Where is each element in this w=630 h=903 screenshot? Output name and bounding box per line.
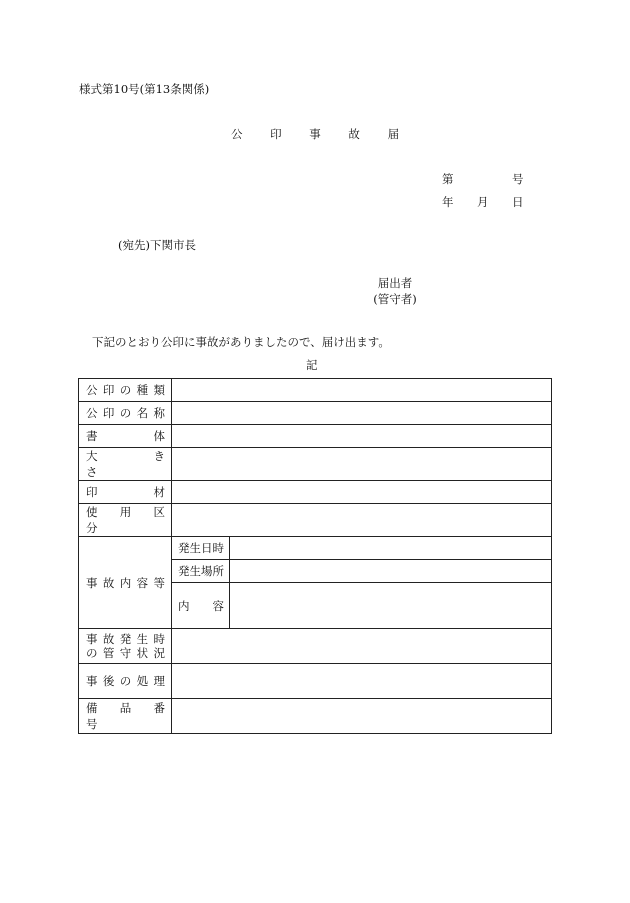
size-field[interactable] bbox=[172, 448, 552, 481]
usage-category-field[interactable] bbox=[172, 504, 552, 537]
material-field[interactable] bbox=[172, 481, 552, 504]
seal-accident-table bbox=[78, 378, 552, 734]
title-char: 印 bbox=[270, 127, 282, 141]
row-label-aftermath: 事 後 の 処 理 bbox=[79, 664, 172, 699]
table-row bbox=[79, 448, 552, 481]
equipment-number-field[interactable] bbox=[172, 699, 552, 734]
table-row bbox=[79, 379, 552, 402]
title-char: 公 bbox=[230, 127, 243, 141]
seal-type-field[interactable] bbox=[172, 379, 552, 402]
number-suffix: 号 bbox=[512, 172, 524, 186]
row-label-usage-category: 使 用 区 分 bbox=[79, 504, 172, 537]
applicant-label: 届出者 bbox=[377, 276, 413, 290]
content-field[interactable] bbox=[230, 583, 552, 629]
applicant-sublabel: (管守者) bbox=[373, 292, 417, 306]
custody-label-line-1: 事 故 発 生 時 bbox=[86, 632, 165, 646]
row-label-custody-status bbox=[79, 629, 172, 664]
title-char: 事 bbox=[309, 127, 321, 141]
row-label-seal-type: 公 印 の 種 類 bbox=[79, 379, 172, 402]
table-row bbox=[79, 504, 552, 537]
form-number: 様式第10号(第13条関係) bbox=[79, 82, 210, 96]
seal-name-field[interactable] bbox=[172, 402, 552, 425]
sub-label-occurred-place: 発生場所 bbox=[172, 560, 230, 583]
title-char: 故 bbox=[348, 127, 360, 141]
date-day: 日 bbox=[512, 195, 524, 209]
ki-heading: 記 bbox=[306, 358, 318, 372]
custody-status-field[interactable] bbox=[172, 629, 552, 664]
aftermath-field[interactable] bbox=[172, 664, 552, 699]
addressee: (宛先)下関市長 bbox=[118, 238, 196, 252]
row-label-equipment-number: 備 品 番 号 bbox=[79, 699, 172, 734]
table-row bbox=[79, 699, 552, 734]
title-char: 届 bbox=[387, 127, 400, 141]
typeface-field[interactable] bbox=[172, 425, 552, 448]
page-title bbox=[0, 126, 630, 142]
applicant-block bbox=[368, 275, 422, 307]
table-row bbox=[79, 629, 552, 664]
occurred-datetime-field[interactable] bbox=[230, 537, 552, 560]
row-label-typeface: 書 体 bbox=[79, 425, 172, 448]
sub-label-occurred-datetime: 発生日時 bbox=[172, 537, 230, 560]
table-row bbox=[79, 664, 552, 699]
occurred-place-field[interactable] bbox=[230, 560, 552, 583]
row-label-seal-name: 公 印 の 名 称 bbox=[79, 402, 172, 425]
date-year: 年 bbox=[442, 195, 454, 209]
table-row bbox=[79, 425, 552, 448]
date-month: 月 bbox=[477, 195, 489, 209]
table-row bbox=[79, 537, 552, 560]
body-text: 下記のとおり公印に事故がありましたので、届け出ます。 bbox=[92, 335, 390, 349]
sub-label-content: 内 容 bbox=[172, 583, 230, 629]
table-row bbox=[79, 402, 552, 425]
number-prefix: 第 bbox=[442, 172, 454, 186]
row-label-accident-details: 事 故 内 容 等 bbox=[79, 537, 172, 629]
row-label-material: 印 材 bbox=[79, 481, 172, 504]
custody-label-line-2: の 管 守 状 況 bbox=[86, 646, 165, 660]
row-label-size: 大 き さ bbox=[79, 448, 172, 481]
table-row bbox=[79, 481, 552, 504]
